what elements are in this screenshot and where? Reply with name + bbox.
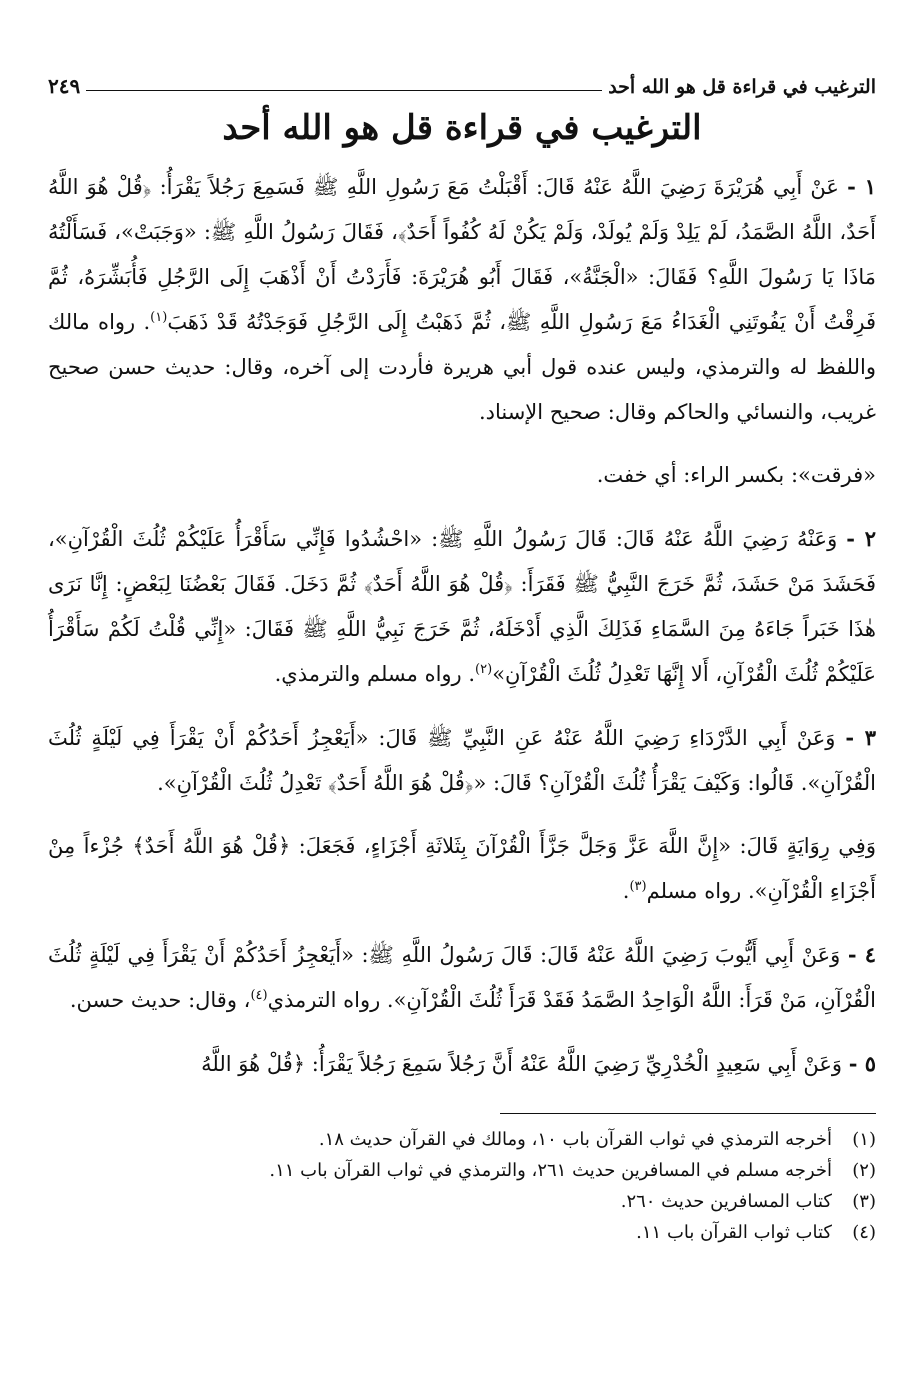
- footnote-text: كتاب المسافرين حديث ٢٦٠.: [620, 1191, 832, 1212]
- footnote-number: (٤): [852, 1222, 876, 1243]
- footnote-number: (٢): [852, 1160, 876, 1181]
- hadith-number: ٢ -: [846, 526, 876, 551]
- footnote: [48, 1155, 876, 1186]
- hadith-1: [48, 164, 876, 435]
- footnote-text: أخرجه الترمذي في ثواب القرآن باب ١٠، ومالك في القرآن حديث ١٨.: [318, 1129, 832, 1150]
- hadith-number: ١ -: [847, 174, 876, 199]
- page-number: ٢٤٩: [48, 74, 81, 98]
- note-text: «فرقت»: بكسر الراء: أي خفت.: [596, 463, 876, 487]
- footnote-number: (١): [852, 1129, 876, 1150]
- hadith-number: ٣ -: [845, 725, 876, 750]
- footnotes: [48, 1124, 876, 1248]
- footnote-rule: [500, 1113, 876, 1114]
- body-text: [48, 164, 876, 1087]
- hadith-source: . رواه مالك واللفظ له والترمذي، وليس عنده قول أبي هريرة فأردت إلى آخره، وقال: حديث حسن صحيح غريب، والنسائي والحاكم وقال: صحيح الإسناد.: [48, 310, 876, 424]
- footnote-ref: (٢): [475, 662, 493, 677]
- header-rule: [86, 90, 602, 91]
- hadith-source: . رواه مسلم والترمذي.: [274, 662, 476, 686]
- footnote: [48, 1124, 876, 1155]
- hadith-2: [48, 516, 876, 697]
- hadith-source: ، وقال: حديث حسن.: [69, 988, 251, 1012]
- hadith-number: ٤ -: [847, 942, 876, 967]
- running-title: الترغيب في قراءة قل هو الله أحد: [608, 76, 876, 98]
- footnote-text: كتاب ثواب القرآن باب ١١.: [636, 1222, 832, 1243]
- footnote-number: (٣): [852, 1191, 876, 1212]
- hadith-text: وَفِي رِوَايَةٍ قَالَ: «إِنَّ اللَّهَ عَزَّ وَجَلَّ جَزَّأَ الْقُرْآنَ بِثَلاثَةِ أَجْزَاءٍ، فَجَعَلَ: ﴿قُلْ هُوَ اللَّهُ أَحَدٌ﴾ جُزْءاً مِنْ أَجْزَاءِ الْقُرْآنِ». رواه مسلم: [48, 834, 876, 903]
- vocabulary-note: [48, 453, 876, 498]
- hadith-text: وَعَنْ أَبِي الدَّرْدَاءِ رَضِيَ اللَّهُ عَنْهُ عَنِ النَّبِيِّ ﷺ قَالَ: «أَيَعْجِزُ أَحَدُكُمْ أَنْ يَقْرَأَ فِي لَيْلَةٍ ثُلُثَ الْقُرْآنِ». قَالُوا: وَكَيْفَ يَقْرَأُ ثُلُثَ الْقُرْآنِ؟ قَالَ: «﴿قُلْ هُوَ اللَّهُ أَحَدٌ﴾ تَعْدِلُ ثُلُثَ الْقُرْآنِ».: [48, 726, 876, 795]
- hadith-text: عَنْ أَبِي هُرَيْرَةَ رَضِيَ اللَّهُ عَنْهُ قَالَ: أَقْبَلْتُ مَعَ رَسُولِ اللَّهِ ﷺ فَسَمِعَ رَجُلاً يَقْرَأُ: ﴿قُلْ هُوَ اللَّهُ أَحَدٌ، اللَّهُ الصَّمَدُ، لَمْ يَلِدْ وَلَمْ يُولَدْ، وَلَمْ يَكُنْ لَهُ كُفُواً أَحَدٌ﴾، فَقَالَ رَسُولُ اللَّهِ ﷺ: «وَجَبَتْ»، فَسَأَلْتُهُ مَاذَا يَا رَسُولَ اللَّهِ؟ فَقَالَ: «الْجَنَّةُ»، فَقَالَ أَبُو هُرَيْرَةَ: فَأَرَدْتُ أَنْ أَذْهَبَ إِلَى الرَّجُلِ فَأُبَشِّرَهُ، ثُمَّ فَرِقْتُ أَنْ يَفُوتَنِي الْغَدَاءُ مَعَ رَسُولِ اللَّهِ ﷺ، ثُمَّ ذَهَبْتُ إِلَى الرَّجُلِ فَوَجَدْتُهُ قَدْ ذَهَبَ: [48, 175, 876, 334]
- footnote: [48, 1217, 876, 1248]
- hadith-text: وَعَنْ أَبِي سَعِيدٍ الْخُدْرِيِّ رَضِيَ اللَّهُ عَنْهُ أَنَّ رَجُلاً سَمِعَ رَجُلاً يَقْرَأُ: ﴿قُلْ هُوَ اللَّهُ: [201, 1052, 842, 1076]
- footnote: [48, 1186, 876, 1217]
- footnote-ref: (٣): [629, 879, 647, 894]
- hadith-4: [48, 932, 876, 1023]
- hadith-5: [48, 1041, 876, 1087]
- hadith-number: ٥ -: [848, 1051, 876, 1076]
- running-header: [48, 58, 876, 98]
- hadith-source: .: [622, 879, 630, 903]
- footnote-text: أخرجه مسلم في المسافرين حديث ٢٦١، والترمذي في ثواب القرآن باب ١١.: [269, 1160, 832, 1181]
- hadith-text: وَعَنْهُ رَضِيَ اللَّهُ عَنْهُ قَالَ: قَالَ رَسُولُ اللَّهِ ﷺ: «احْشُدُوا فَإِنِّي سَأَقْرَأُ عَلَيْكُمْ ثُلُثَ الْقُرْآنِ»، فَحَشَدَ مَنْ حَشَدَ، ثُمَّ خَرَجَ النَّبِيُّ ﷺ فَقَرَأَ: ﴿قُلْ هُوَ اللَّهُ أَحَدٌ﴾ ثُمَّ دَخَلَ. فَقَالَ بَعْضُنَا لِبَعْضٍ: إِنَّا نَرَى هٰذَا خَبَراً جَاءَهُ مِنَ السَّمَاءِ فَذَلِكَ الَّذِي أَدْخَلَهُ، ثُمَّ خَرَجَ نَبِيُّ اللَّهِ ﷺ فَقَالَ: «إِنِّي قُلْتُ لَكُمْ سَأَقْرَأُ عَلَيْكُمْ ثُلُثَ الْقُرْآنِ، أَلا إِنَّهَا تَعْدِلُ ثُلُثَ الْقُرْآنِ»: [48, 527, 876, 686]
- footnote-ref: (١): [150, 310, 168, 325]
- hadith-3: [48, 715, 876, 806]
- hadith-text: وَعَنْ أَبِي أَيُّوبَ رَضِيَ اللَّهُ عَنْهُ قَالَ: قَالَ رَسُولُ اللَّهِ ﷺ: «أَيَعْجِزُ أَحَدُكُمْ أَنْ يَقْرَأَ فِي لَيْلَةٍ ثُلُثَ الْقُرْآنِ، مَنْ قَرَأَ: اللَّهُ الْوَاحِدُ الصَّمَدُ فَقَدْ قَرَأَ ثُلُثَ الْقُرْآنِ». رواه الترمذي: [48, 943, 876, 1012]
- hadith-3-variant: [48, 824, 876, 914]
- chapter-title: الترغيب في قراءة قل هو الله أحد: [222, 108, 702, 148]
- footnote-ref: (٤): [250, 988, 268, 1003]
